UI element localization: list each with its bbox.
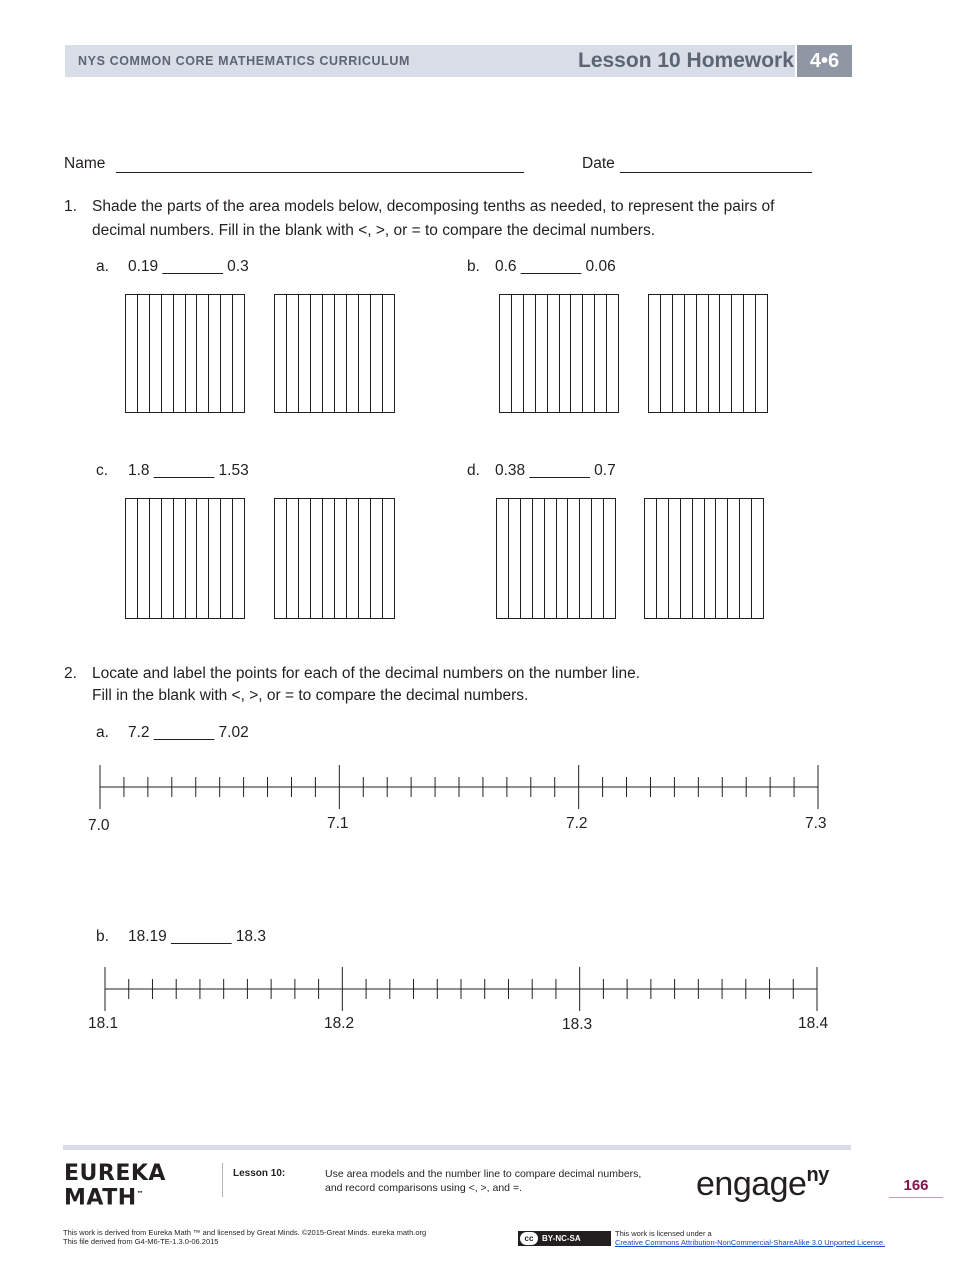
q2-instruction-line2: Fill in the blank with <, >, or = to compare the decimal numbers.: [92, 687, 529, 704]
engage-text: engage: [696, 1165, 807, 1203]
name-field[interactable]: [116, 172, 524, 173]
q1c-right-value: 1.53: [218, 462, 249, 479]
footer-lesson-description: [325, 1167, 695, 1195]
footer-divider: [222, 1163, 223, 1197]
q1a-blank[interactable]: _______: [162, 258, 223, 275]
derived-notice: [63, 1228, 426, 1246]
q1a-left-value: 0.19: [128, 258, 159, 275]
q1d-blank[interactable]: _______: [529, 462, 590, 479]
q2b-left-value: 18.19: [128, 928, 167, 945]
q1c-comparison: [128, 462, 249, 480]
logo-line-1: EUREKA: [64, 1161, 166, 1186]
q1a-right-value: 0.3: [227, 258, 249, 275]
number-line-2a-label: 7.0: [88, 817, 110, 834]
area-model-1c-right[interactable]: [274, 498, 395, 619]
page-number: 166: [889, 1177, 943, 1198]
footer-rule: [63, 1145, 851, 1150]
area-model-1b-right[interactable]: [648, 294, 768, 413]
q2b-letter: b.: [96, 928, 109, 945]
q1b-right-value: 0.06: [585, 258, 616, 275]
cc-icon: cc: [520, 1232, 538, 1245]
logo-line-2: MATH: [64, 1185, 137, 1211]
number-line-2b-label: 18.2: [324, 1015, 355, 1032]
q2a-left-value: 7.2: [128, 724, 150, 741]
q2b-right-value: 18.3: [235, 928, 266, 945]
q1b-left-value: 0.6: [495, 258, 517, 275]
q2a-right-value: 7.02: [218, 724, 249, 741]
q1d-letter: d.: [467, 462, 480, 479]
q1a-letter: a.: [96, 258, 109, 275]
q1c-letter: c.: [96, 462, 109, 479]
area-model-1a-left[interactable]: [125, 294, 245, 413]
q1-number: 1.: [64, 198, 77, 215]
number-line-2a[interactable]: [90, 760, 830, 820]
lesson-title: Lesson 10 Homework: [578, 49, 794, 72]
q2b-comparison: [128, 928, 266, 946]
number-line-2a-label: 7.2: [566, 815, 588, 832]
q2a-blank[interactable]: _______: [153, 724, 215, 741]
number-line-2b[interactable]: [95, 962, 830, 1022]
number-line-2a-label: 7.1: [327, 815, 349, 832]
area-model-1c-left[interactable]: [125, 498, 245, 619]
cc-license-badge[interactable]: [518, 1231, 611, 1246]
q1c-blank[interactable]: _______: [153, 462, 215, 479]
number-line-2b-label: 18.1: [88, 1015, 119, 1032]
engageny-logo: [696, 1164, 829, 1204]
logo-trademark: ™: [136, 1190, 145, 1198]
q2b-blank[interactable]: _______: [171, 928, 232, 945]
q2a-letter: a.: [96, 724, 109, 741]
license-notice: [615, 1229, 885, 1247]
q1d-right-value: 0.7: [594, 462, 616, 479]
date-field[interactable]: [620, 172, 812, 173]
q1-instruction-line1: Shade the parts of the area models below, decomposing tenths as needed, to represent the pairs of: [92, 198, 775, 215]
number-line-2b-label: 18.3: [562, 1016, 593, 1033]
footer-desc-line1: Use area models and the number line to compare decimal numbers,: [325, 1168, 642, 1180]
area-model-1b-left[interactable]: [499, 294, 619, 413]
footer-lesson-label: Lesson 10:: [233, 1168, 286, 1179]
q1a-comparison: [128, 258, 249, 276]
number-line-2b-label: 18.4: [798, 1015, 829, 1032]
curriculum-title: NYS COMMON CORE MATHEMATICS CURRICULUM: [78, 54, 411, 68]
name-label: Name: [64, 155, 106, 172]
engage-ny-text: ny: [806, 1164, 829, 1186]
q1d-comparison: [495, 462, 616, 480]
q1b-comparison: [495, 258, 616, 276]
q1-instruction-line2: decimal numbers. Fill in the blank with <, >, or = to compare the decimal numbers.: [92, 222, 655, 239]
q1b-blank[interactable]: _______: [520, 258, 582, 275]
footer-desc-line2: and record comparisons using <, >, and =.: [325, 1182, 522, 1194]
q1d-left-value: 0.38: [495, 462, 526, 479]
derived-line1: This work is derived from Eureka Math ™ and licensed by Great Minds. ©2015-Great Minds. eureka math.org: [63, 1228, 427, 1237]
date-label: Date: [582, 155, 615, 172]
area-model-1d-left[interactable]: [496, 498, 616, 619]
cc-badge-text: BY-NC-SA: [542, 1234, 581, 1243]
eureka-math-logo: [64, 1161, 166, 1211]
derived-line2: This file derived from G4-M6-TE-1.3.0-06.2015: [63, 1237, 219, 1246]
q2a-comparison: [128, 724, 249, 742]
license-line1: This work is licensed under a: [615, 1229, 712, 1238]
q1b-letter: b.: [467, 258, 480, 275]
number-line-2a-label: 7.3: [805, 815, 827, 832]
license-link[interactable]: Creative Commons Attribution-NonCommercial-ShareAlike 3.0 Unported License.: [615, 1238, 886, 1247]
q1c-left-value: 1.8: [128, 462, 150, 479]
area-model-1d-right[interactable]: [644, 498, 764, 619]
area-model-1a-right[interactable]: [274, 294, 395, 413]
q2-number: 2.: [64, 665, 77, 682]
grade-module-badge: 4•6: [797, 45, 852, 77]
q2-instruction-line1: Locate and label the points for each of the decimal numbers on the number line.: [92, 665, 641, 682]
